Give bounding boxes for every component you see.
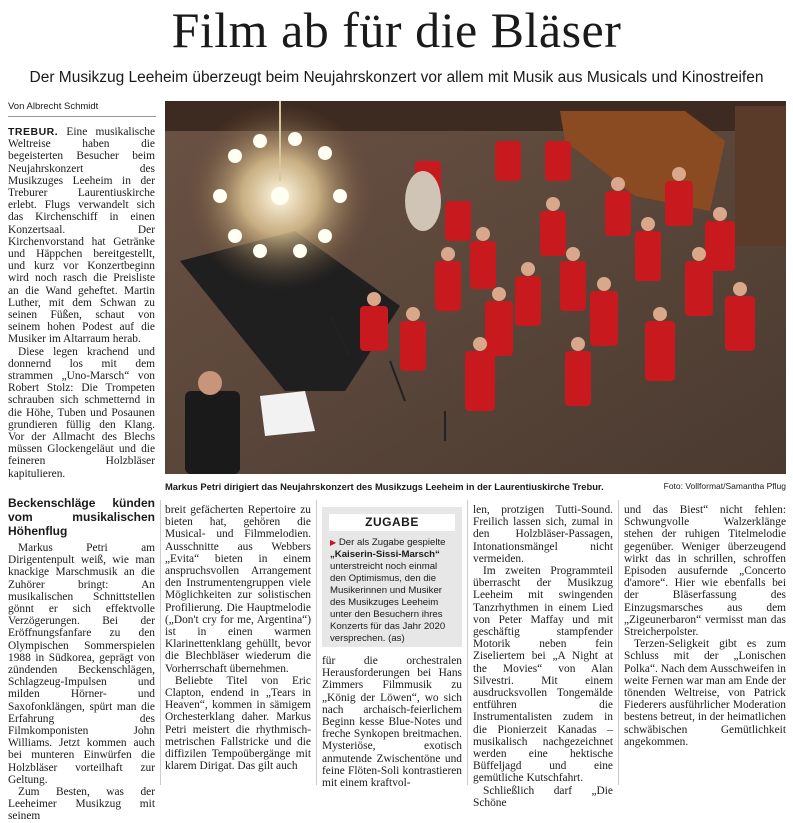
column-divider [618,500,619,785]
column-1-top [8,126,155,480]
infobox-title: ZUGABE [329,514,455,531]
paragraph: für die orchestralen Herausforderungen bei Hans Zimmers Filmmusik zu „König der Löwen“, wo sich nach archaisch-feierlichem Beginn kesse Blue-Notes und freche Synkopen breitmachen. Mysteriöse, exotisch anmutende Zwischentöne und feine Flöten-Soli kontrastieren mit einem kraftvol- [322,655,462,790]
triangle-bullet-icon: ▶ [330,538,337,547]
paragraph: Schließlich darf „Die Schöne [473,784,613,809]
column-4 [473,504,613,809]
paragraph: Zum Besten, was der Leeheimer Musikzug mit seinem [8,786,155,823]
column-divider [160,500,161,785]
caption-text: Markus Petri dirigiert das Neujahrskonzert des Musikzugs Leeheim in der Laurentiuskirche Trebur. [165,481,604,492]
column-2 [165,504,311,786]
concert-photo-illustration [165,101,786,474]
photo-caption [165,481,786,495]
paragraph: und das Biest“ nicht fehlen: Schwungvolle Walzerklänge stehen der ruhigen Titelmelodie gegenüber. Weniger überzeugend wirkt das in schrillen, schroffen Episoden ausufernde „Concerto d'amore“. Hier wie ebenfalls bei der Bläserfassung des Einzugsmarsches aus dem „Zigeunerbaron“ vermisst man das Streicherpolster. [624,504,786,639]
column-divider [467,500,468,785]
paragraph: breit gefächerten Repertoire zu bieten hat, gehören die Musical- und Filmmelodien. Ausschnitte aus Webbers „Evita“ bieten in einem anspruchsvollen Arrangement den Instrumentengruppen viele Möglichkeiten zur solistischen Profilierung. Die Hauptmelodie („Don't cry for me, Argentina“) ist in einen warmen Klarinettenklang gehüllt, bevor die Blechbläser wiederum die Vorherrschaft übernehmen. [165,504,311,675]
paragraph: len, protzigen Tutti-Sound. Freilich lassen sich, zumal in den Holzbläser-Passagen, Intonationsmängel nicht vermeiden. [473,504,613,565]
column-5 [624,504,786,786]
subheading: Beckenschläge künden vom musikalischen Höhenflug [8,496,155,538]
concert-photo [165,101,786,474]
paragraph: Beliebte Titel von Eric Clapton, endend in „Tears in Heaven“, kommen in sämigem Orchesterklang daher. Markus Petri meistert die rhythmisch-metrischen Fallstricke und die diffizilen Tempoübergänge mit klarem Dirigat. Das gilt auch [165,674,311,773]
lead-paragraph: TREBUR. Eine musikalische Weltreise haben die begeisterten Besucher beim Neujahrskonzert des Musikzuges Leeheim in der Treburer Laurentiuskirche erlebt. Flugs verwandelt sich das Kirchenschiff in einen Konzertsaal. Der Kirchenvorstand hat Getränke und Häppchen bereitgestellt, und kurz vor Konzertbeginn wird noch rasch die Preisliste an die Wand geheftet. Martin Luther, mit dem Schwan zu seinen Füßen, schaut von seinem hohen Podest auf die Musiker im Altarraum herab. [8,126,155,346]
paragraph: Markus Petri am Dirigentenpult weiß, wie man knackige Marschmusik an die Zuhörer bringt: An musikalischen Schnittstellen gönnt er sich effektvolle Verzögerungen. Bei der Eröffnungsfanfare zu den Olympischen Sommerspielen 1988 in Südkorea, geprägt von zündenden Beckenschlägen, Schlagzeug-Impulsen und milden Hörner- und Saxofonklängen, spürt man die Erfahrung des Filmkomponisten John Williams. Jetzt kommen auch bei munteren Einwürfen die Holzbläser vorteilhaft zur Geltung. [8,542,155,786]
paragraph: Terzen-Seligkeit gibt es zum Schluss mit der „Lonischen Polka“. Nach dem Ausschweifen in weite Fernen war man am Ende der tönenden Weltreise, von Patrick Fiederers ausführlicher Moderation bestens betreut, in der heimatlichen schwäbischen Gemütlichkeit angekommen. [624,638,786,748]
column-3 [322,655,462,790]
paragraph: Im zweiten Programmteil überrascht der Musikzug Leeheim mit swingenden Tanzrhythmen in einem Lied von Peter Maffay und mit geschäftig stampfender Motorik neben fein Ziseliertem bei „A Night at the Movies“ von Alan Silvestri. Mit einem ausdrucksvollen Tongemälde entführen die Instrumentalisten zudem in die Pionierzeit Kanadas – musikalisch nachgezeichnet werden eine hektische Büffeljagd und eine gemütliche Kutschfahrt. [473,565,613,785]
paragraph: Diese legen krachend und donnernd los mit dem strammen „Uno-Marsch“ von Robert Stolz: Die Trompeten schrauben sich schmetternd in die Höhe, Tuben und Posaunen grundieren füllig den Klang. Vor der Allmacht des Blechs müssen Glockengeläut und die feineren Holzbläser kapitulieren. [8,345,155,480]
photo-credit: Foto: Vollformat/Samantha Pflug [663,481,786,491]
infobox-text: ▶ Der als Zugabe gespielte „Kaiserin-Sissi-Marsch“ unterstreicht noch einmal den Optimismus, den die Musikerinnen und Musiker des Musikzuges Leeheim unter den Besuchern ihres Konzerts für das Jahr 2020 versprechen. (as) [330,537,446,644]
headline: Film ab für die Bläser [171,2,622,58]
column-divider [316,500,317,785]
dateline: TREBUR. [8,126,59,138]
encore-infobox [322,507,462,647]
byline: Von Albrecht Schmidt [8,101,156,117]
column-1-bottom [8,496,155,823]
infobox-signature: (as) [388,633,405,644]
subheadline: Der Musikzug Leeheim überzeugt beim Neujahrskonzert vor allem mit Musik aus Musicals und Kinostreifen [29,69,764,86]
